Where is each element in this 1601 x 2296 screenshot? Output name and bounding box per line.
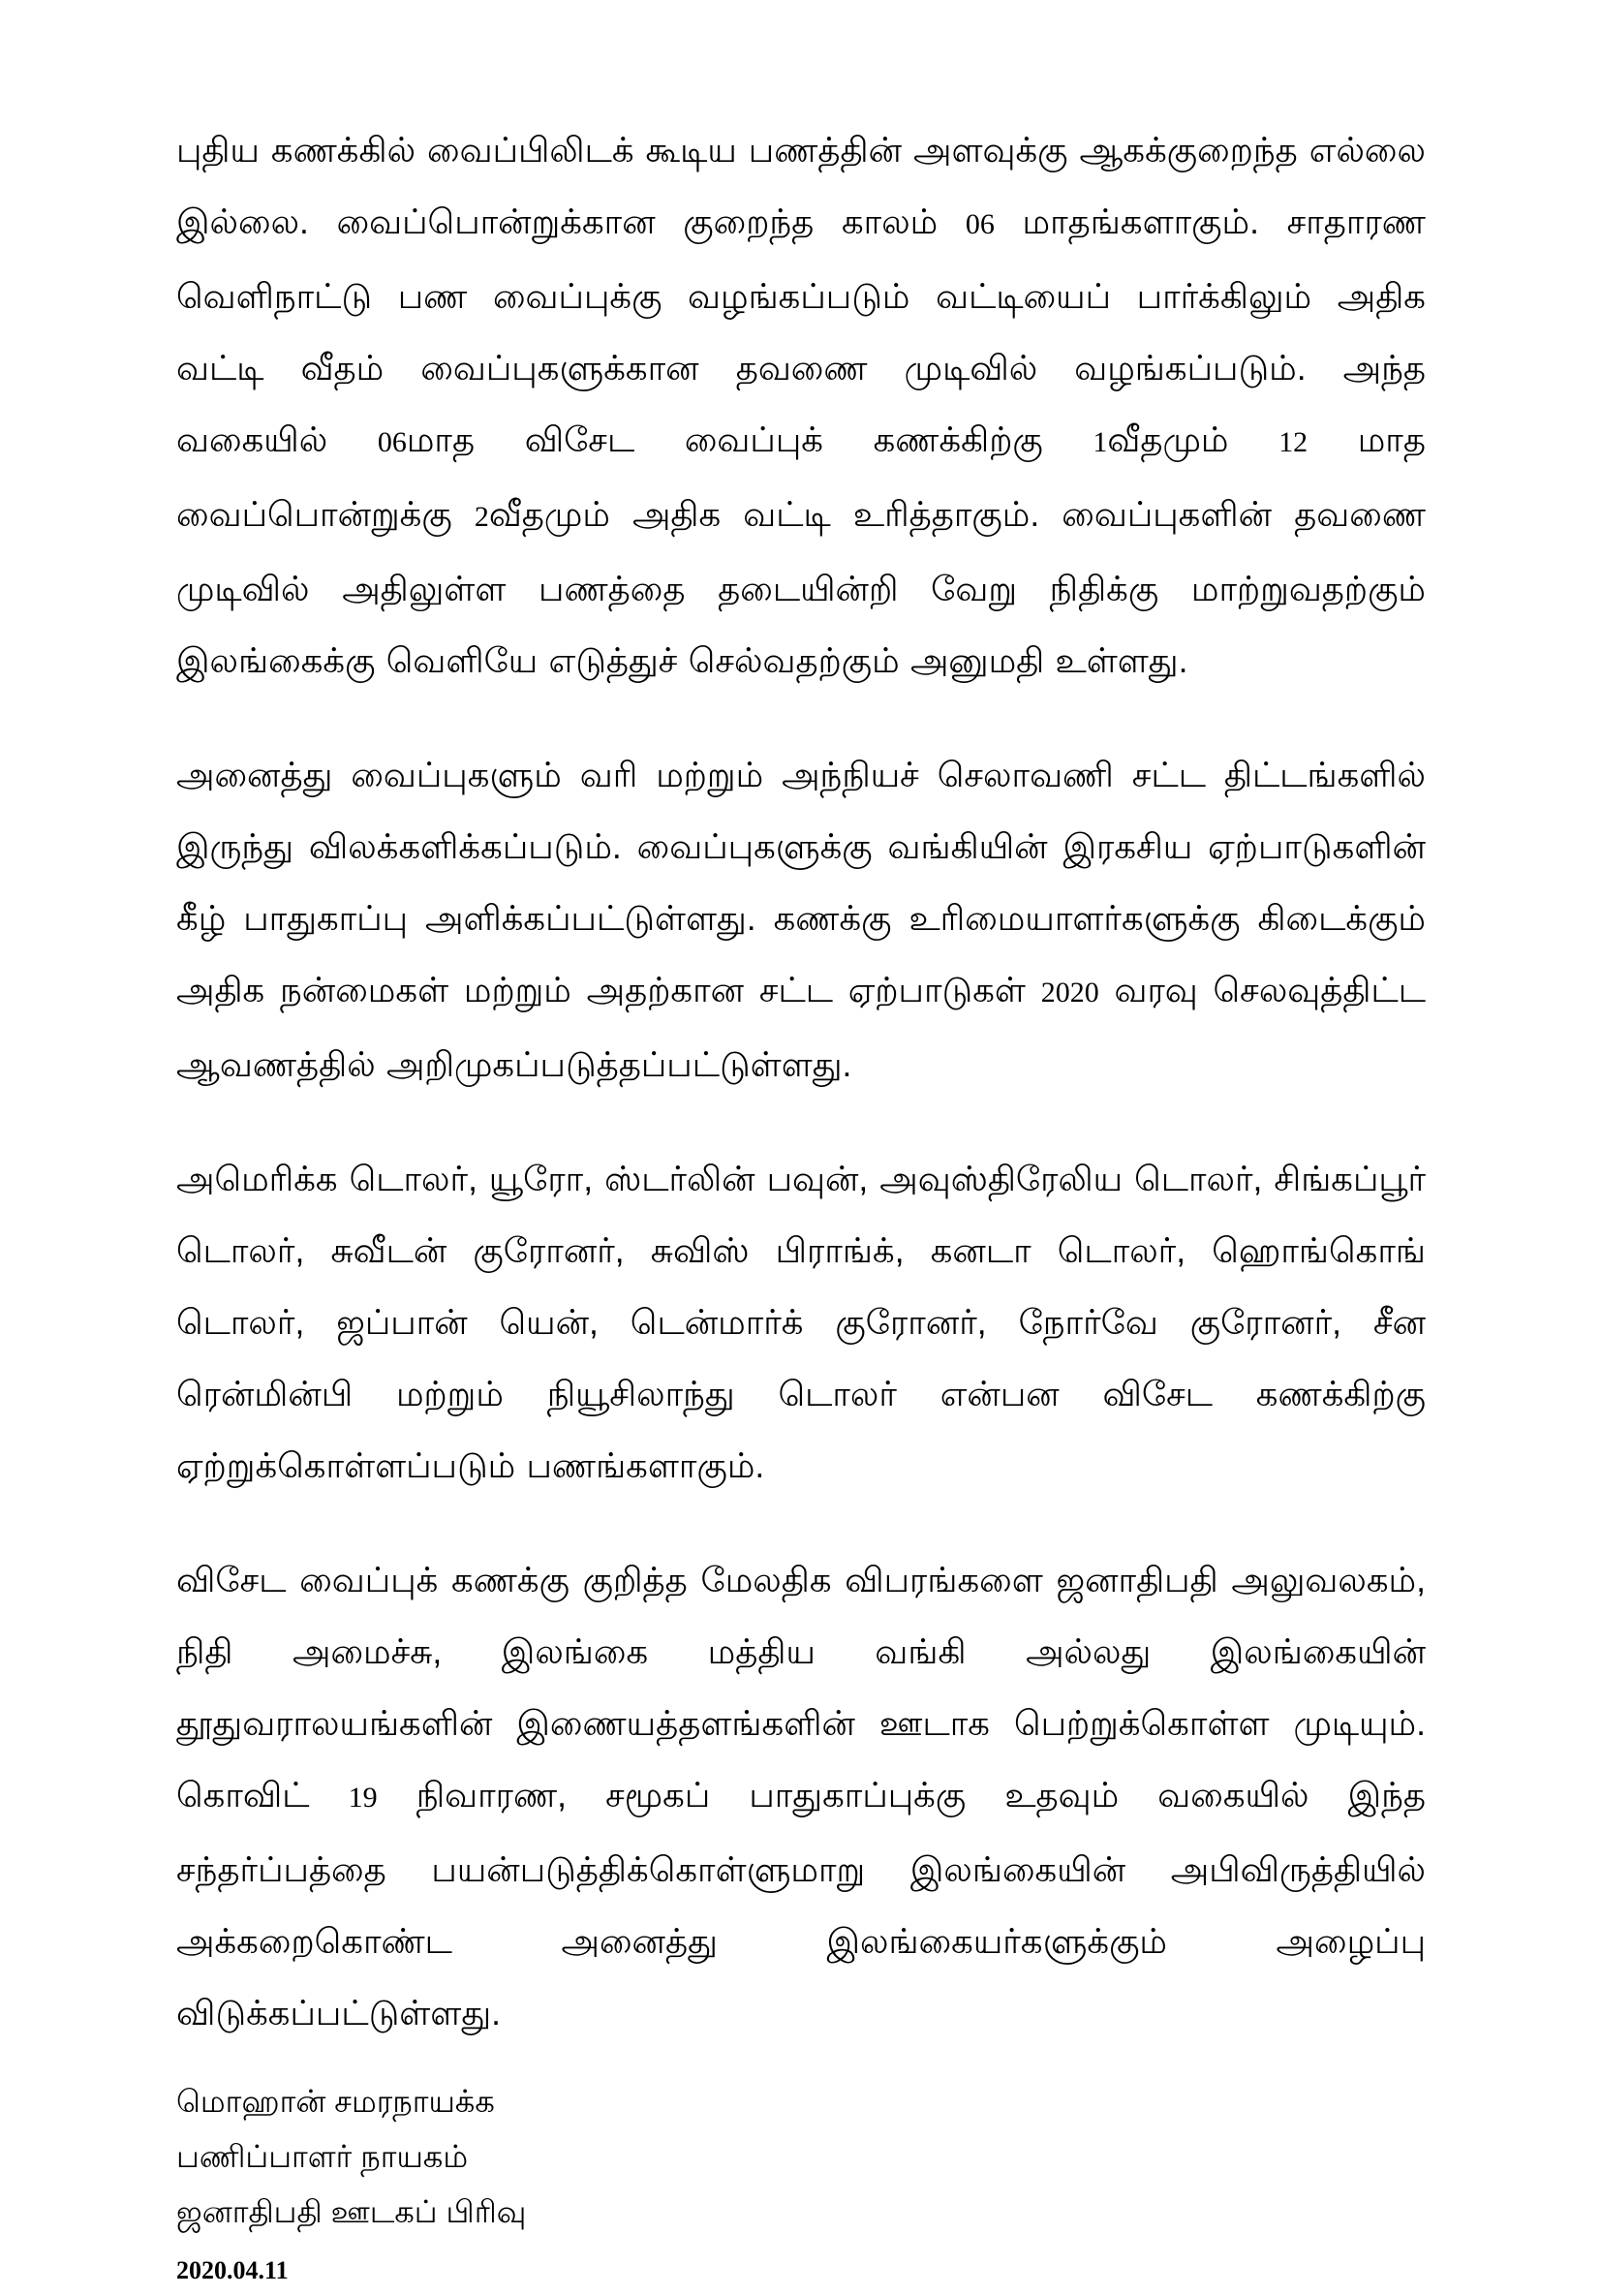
- paragraph-4: விசேட வைப்புக் கணக்கு குறித்த மேலதிக விபரங்களை ஜனாதிபதி அலுவலகம், நிதி அமைச்சு, இலங்கை மத்திய வங்கி அல்லது இலங்கையின் தூதுவராலயங்களின் இணையத்தளங்களின் ஊடாக பெற்றுக்கொள்ள முடியும். கொவிட் 19 நிவாரண, சமூகப் பாதுகாப்புக்கு உதவும் வகையில் இந்த சந்தர்ப்பத்தை பயன்படுத்திக்கொள்ளுமாறு இலங்கையின் அபிவிருத்தியில் அக்கறைகொண்ட அனைத்து இலங்கையர்களுக்கும் அழைப்பு விடுக்கப்பட்டுள்ளது.: [176, 1561, 1426, 2032]
- signatory-title: பணிப்பாளர் நாயகம்: [176, 2139, 469, 2174]
- inline-number: 12: [1278, 426, 1309, 458]
- inline-number: 06: [965, 208, 995, 240]
- signatory-department: ஜனாதிபதி ஊடகப் பிரிவு: [176, 2194, 527, 2229]
- inline-number: 19: [348, 1782, 378, 1814]
- paragraph-2: அனைத்து வைப்புகளும் வரி மற்றும் அந்நியச் செலாவணி சட்ட திட்டங்களில் இருந்து விலக்களிக்கப்படும். வைப்புகளுக்கு வங்கியின் இரகசிய ஏற்பாடுகளின் கீழ் பாதுகாப்பு அளிக்கப்பட்டுள்ளது. கணக்கு உரிமையாளர்களுக்கு கிடைக்கும் அதிக நன்மைகள் மற்றும் அதற்கான சட்ட ஏற்பாடுகள் 2020 வரவு செலவுத்திட்ட ஆவணத்தில் அறிமுகப்படுத்தப்பட்டுள்ளது.: [176, 756, 1426, 1084]
- inline-number: 2020: [1040, 977, 1099, 1008]
- inline-number: 06: [377, 426, 407, 458]
- paragraph-1: புதிய கணக்கில் வைப்பிலிடக் கூடிய பணத்தின் அளவுக்கு ஆகக்குறைந்த எல்லை இல்லை. வைப்பொன்றுக்கான குறைந்த காலம் 06 மாதங்களாகும். சாதாரண வெளிநாட்டு பண வைப்புக்கு வழங்கப்படும் வட்டியைப் பார்க்கிலும் அதிக வட்டி வீதம் வைப்புகளுக்கான தவணை முடிவில் வழங்கப்படும். அந்த வகையில் 06மாத விசேட வைப்புக் கணக்கிற்கு 1வீதமும் 12 மாத வைப்பொன்றுக்கு 2வீதமும் அதிக வட்டி உரித்தாகும். வைப்புகளின் தவணை முடிவில் அதிலுள்ள பணத்தை தடையின்றி வேறு நிதிக்கு மாற்றுவதற்கும் இலங்கைக்கு வெளியே எடுத்துச் செல்வதற்கும் அனுமதி உள்ளது.: [176, 131, 1426, 680]
- signature-block: [176, 2074, 1426, 2296]
- document-body: [176, 114, 1426, 2296]
- inline-number: 1: [1093, 426, 1108, 458]
- release-date: 2020.04.11: [176, 2256, 289, 2284]
- signatory-name: மொஹான் சமரநாயக்க: [176, 2084, 495, 2119]
- inline-number: 2: [474, 501, 489, 533]
- paragraph-3: அமெரிக்க டொலர், யூரோ, ஸ்டர்லின் பவுன், அவுஸ்திரேலிய டொலர், சிங்கப்பூர் டொலர், சுவீடன் குரோனர், சுவிஸ் பிராங்க், கனடா டொலர், ஹொங்கொங் டொலர், ஜப்பான் யென், டென்மார்க் குரோனர், நோர்வே குரோனர், சீன ரென்மின்பி மற்றும் நியூசிலாந்து டொலர் என்பன விசேட கணக்கிற்கு ஏற்றுக்கொள்ளப்படும் பணங்களாகும்.: [176, 1160, 1426, 1485]
